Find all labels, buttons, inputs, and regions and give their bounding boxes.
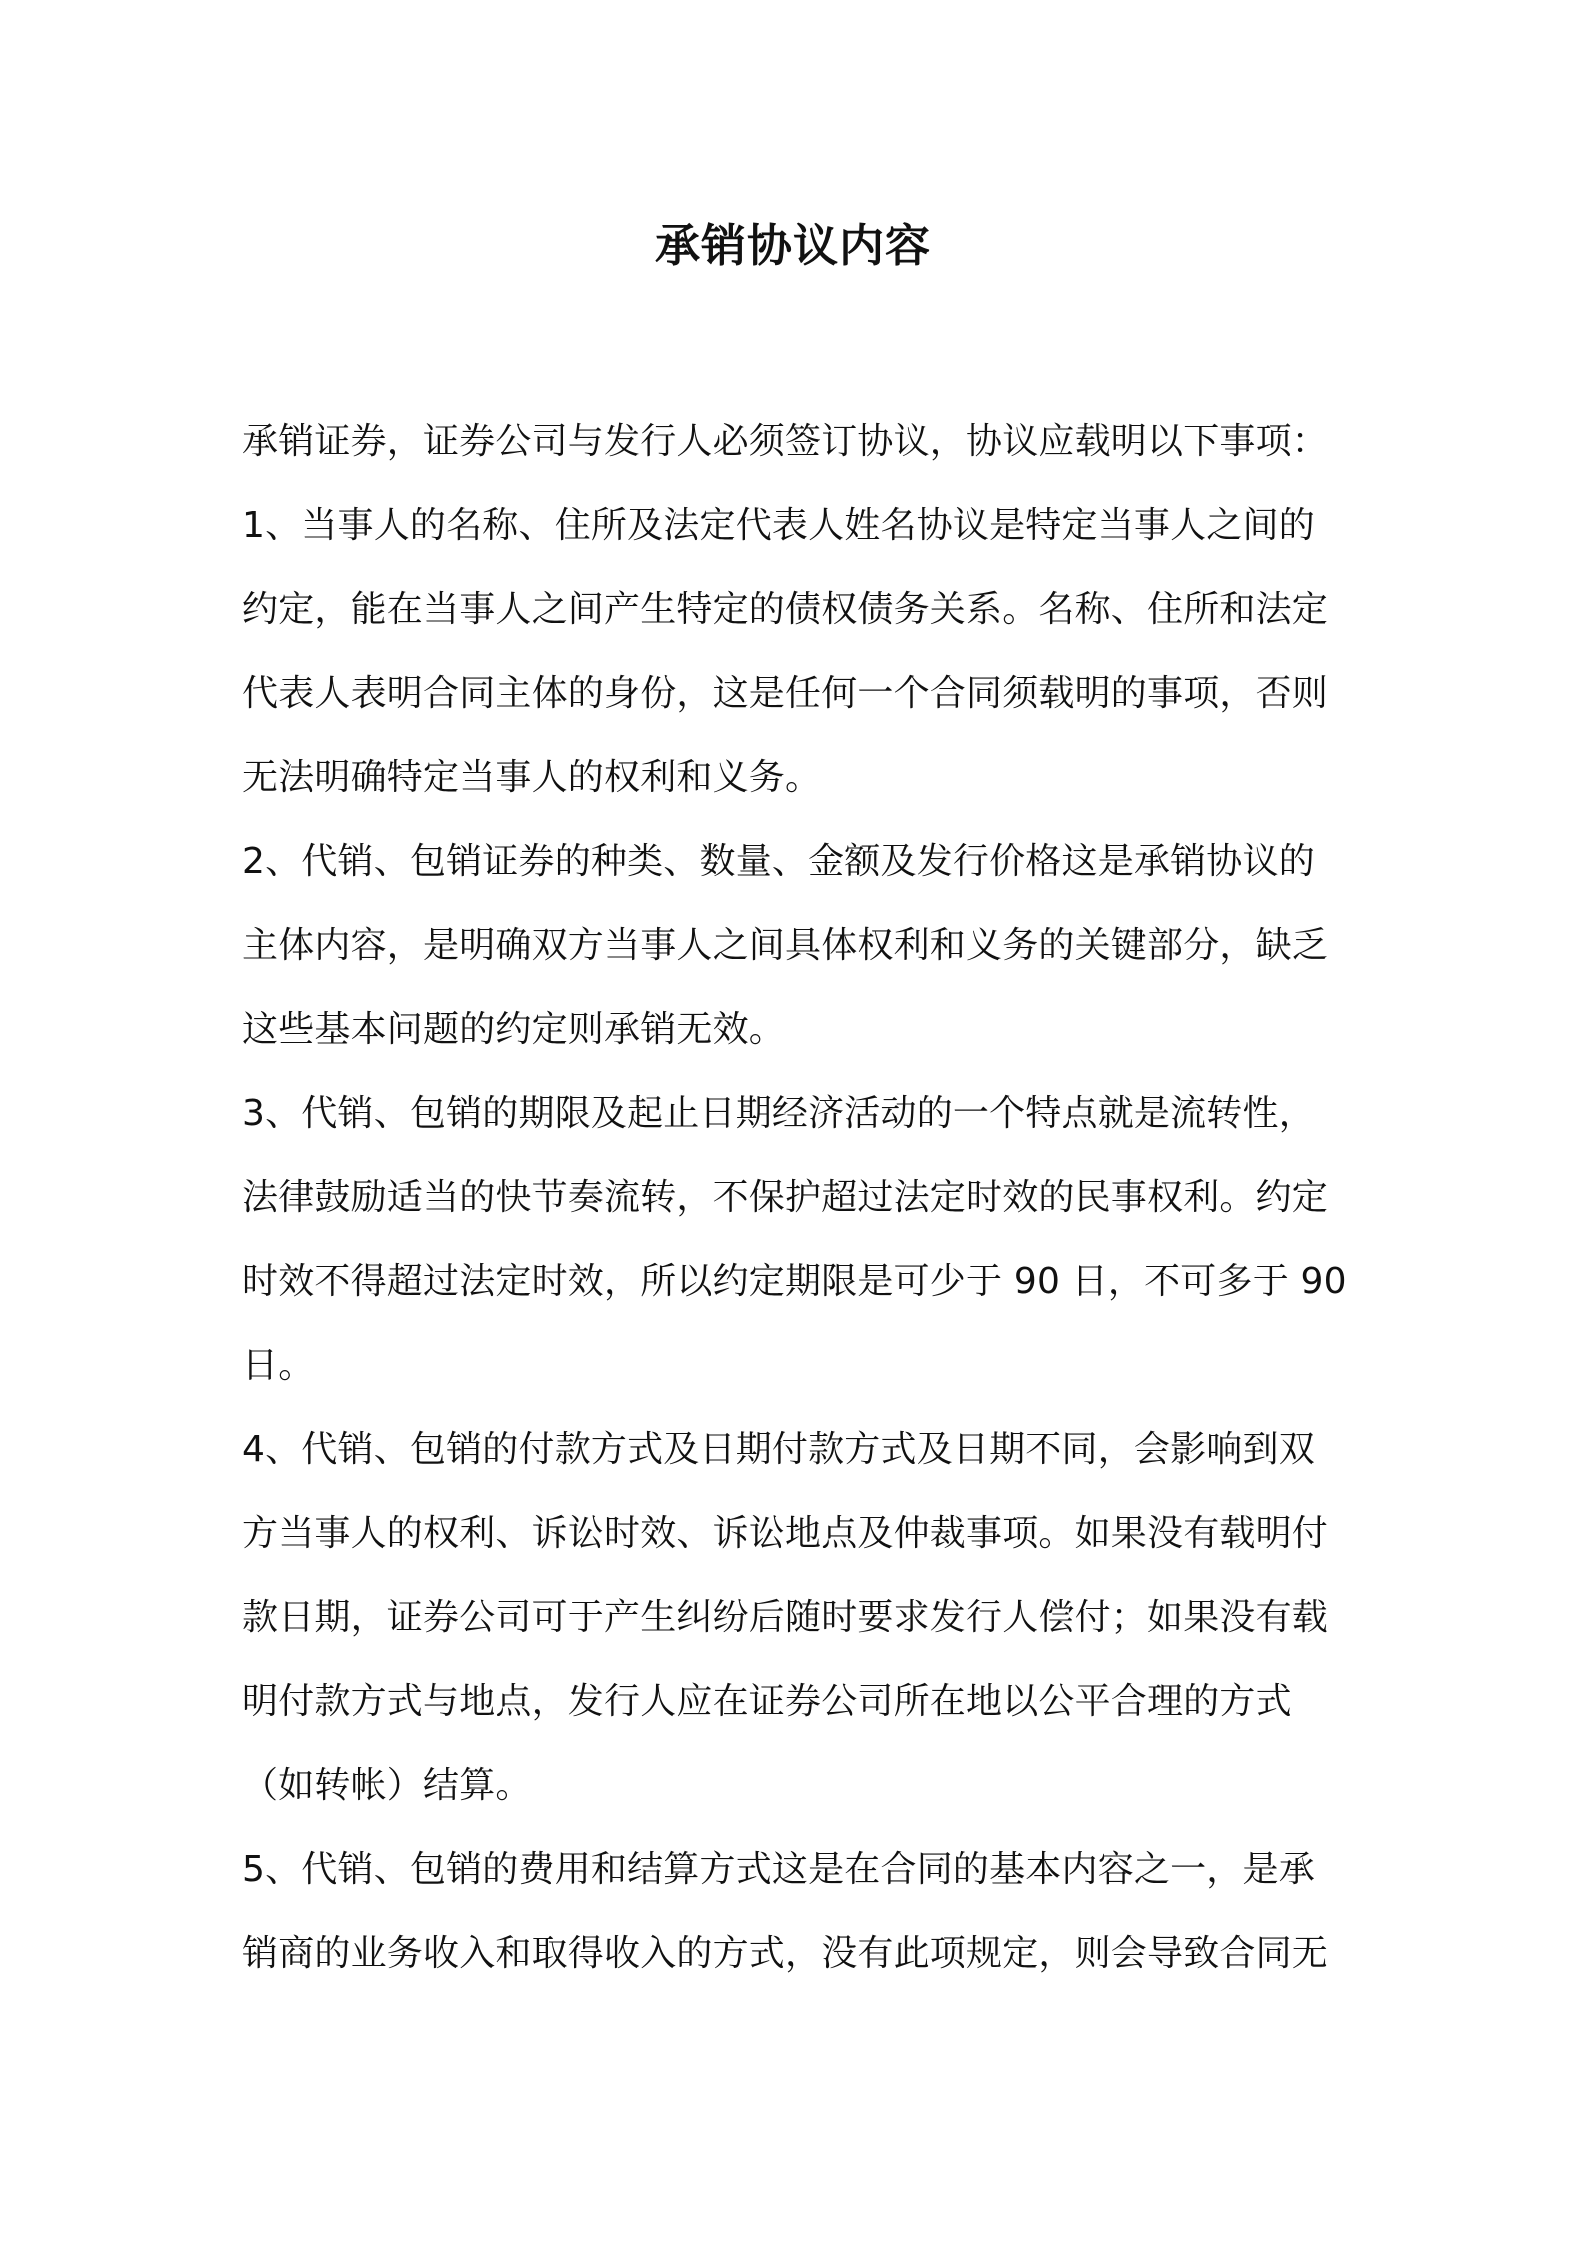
body-line: 代表人表明合同主体的身份，这是任何一个合同须载明的事项，否则 (242, 673, 1329, 714)
body-line: 法律鼓励适当的快节奏流转，不保护超过法定时效的民事权利。约定 (242, 1177, 1329, 1218)
body-line: 明付款方式与地点，发行人应在证券公司所在地以公平合理的方式 (242, 1681, 1292, 1722)
body-line: 销商的业务收入和取得收入的方式，没有此项规定，则会导致合同无 (242, 1933, 1329, 1974)
body-line: 4、代销、包销的付款方式及日期付款方式及日期不同，会影响到双 (242, 1429, 1315, 1470)
body-line: 2、代销、包销证券的种类、数量、金额及发行价格这是承销协议的 (242, 841, 1315, 882)
body-line: 这些基本问题的约定则承销无效。 (242, 1009, 786, 1050)
body-line: （如转帐）结算。 (242, 1765, 532, 1806)
document-body (242, 400, 1358, 1996)
document-title: 承销协议内容 (654, 219, 931, 272)
body-line: 日。 (242, 1345, 315, 1386)
body-line: 款日期，证券公司可于产生纠纷后随时要求发行人偿付；如果没有载 (242, 1597, 1329, 1638)
body-line: 5、代销、包销的费用和结算方式这是在合同的基本内容之一，是承 (242, 1849, 1315, 1890)
body-line: 无法明确特定当事人的权利和义务。 (242, 757, 822, 798)
body-line: 约定，能在当事人之间产生特定的债权债务关系。名称、住所和法定 (242, 589, 1329, 630)
body-line: 主体内容，是明确双方当事人之间具体权利和义务的关键部分，缺乏 (242, 925, 1329, 966)
body-line: 承销证券，证券公司与发行人必须签订协议，协议应载明以下事项： (242, 421, 1329, 462)
body-line: 时效不得超过法定时效，所以约定期限是可少于 90 日，不可多于 90 (242, 1261, 1347, 1302)
body-line: 1、当事人的名称、住所及法定代表人姓名协议是特定当事人之间的 (242, 505, 1315, 546)
body-line: 方当事人的权利、诉讼时效、诉讼地点及仲裁事项。如果没有载明付 (242, 1513, 1329, 1554)
body-line: 3、代销、包销的期限及起止日期经济活动的一个特点就是流转性， (242, 1093, 1315, 1134)
